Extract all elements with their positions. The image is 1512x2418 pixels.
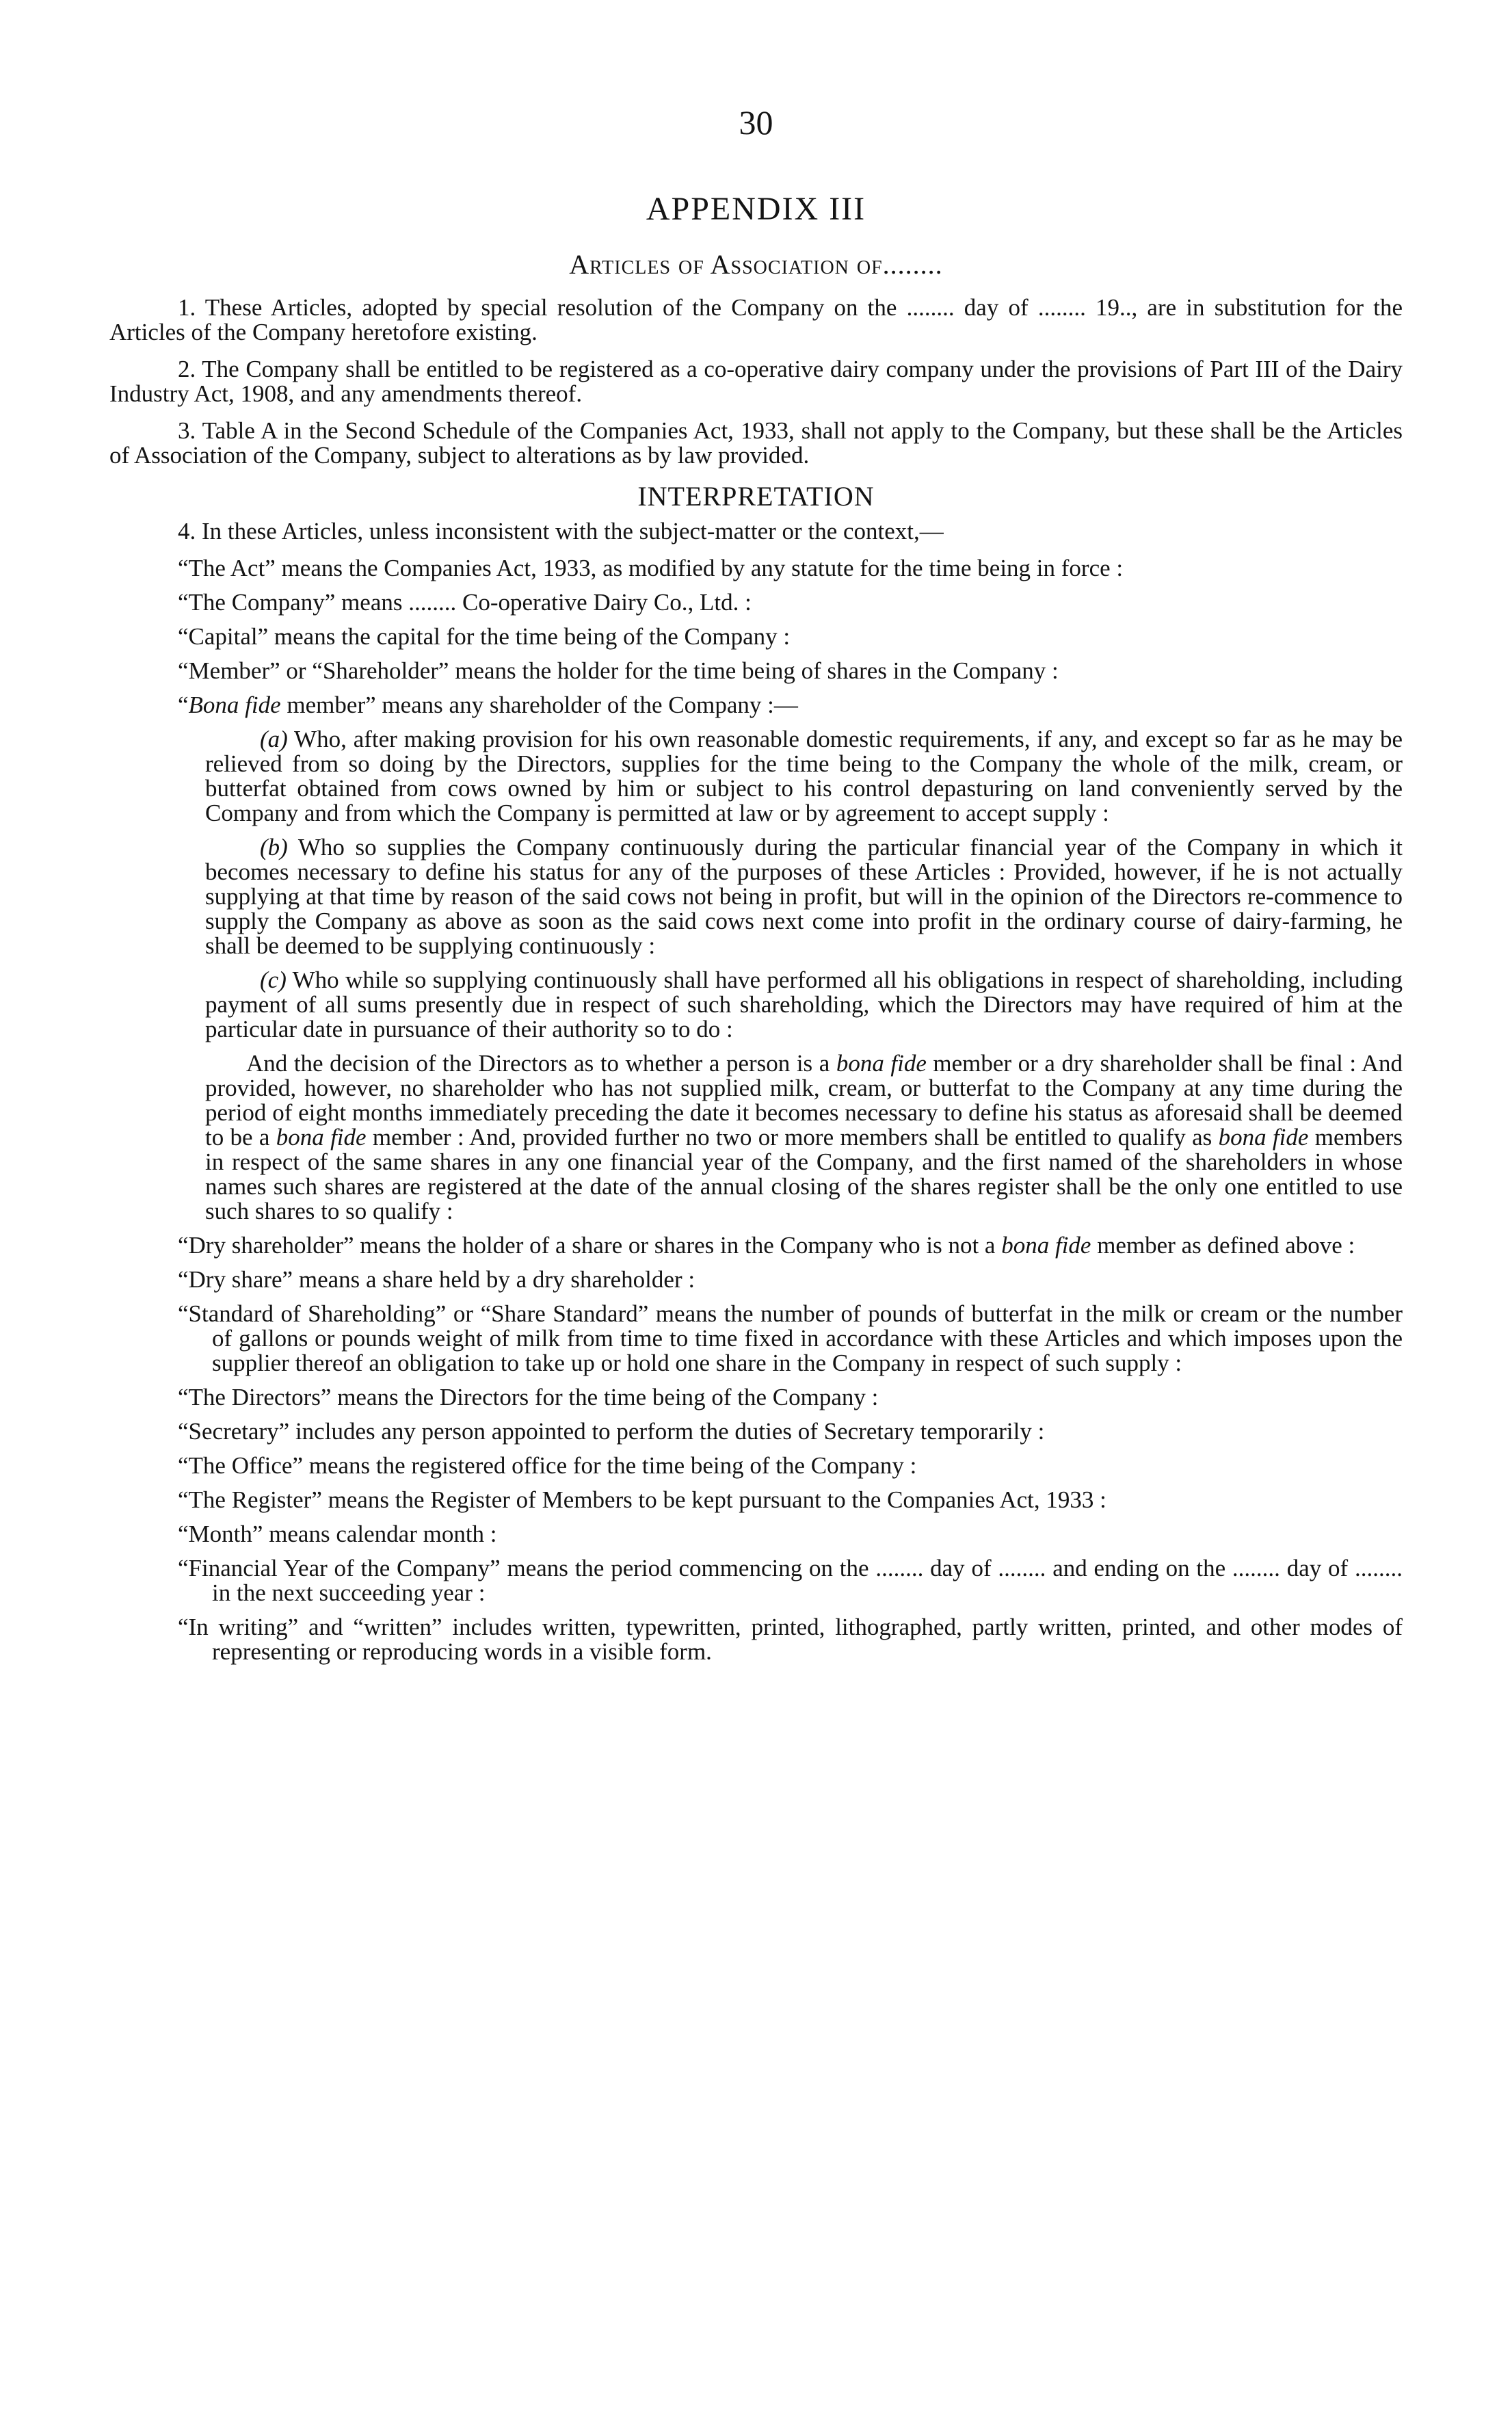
appendix-title: APPENDIX III [646, 191, 866, 227]
definition-month: “Month” means calendar month : [178, 1521, 497, 1547]
definition-dry-shareholder [109, 1233, 1403, 1258]
clause-label: (c) [260, 967, 287, 993]
open-quote: “ [178, 692, 189, 718]
proviso-text: member or a dry shareholder shall be final : And provided, however, no shareholder who has not supplied milk, cream, or butterfat to the Company at any time during the period of eight months immediately preceding the date it becomes necessary to define his status as aforesaid shall be deemed to be a [205, 1050, 1403, 1151]
definition-share-standard: “Standard of Shareholding” or “Share Standard” means the number of pounds of butterfat in the milk or cream or the number of gallons or pounds weight of milk from time to time fixed in accordance with these Articles and which imposes upon the supplier thereof an obligation to take up or hold one share in the Company in respect of such supply : [178, 1300, 1403, 1376]
definition-the-act: “The Act” means the Companies Act, 1933, as modified by any statute for the time being in force : [178, 555, 1124, 581]
bona-fide-rest: member” means any shareholder of the Company :— [280, 692, 798, 718]
page-number: 30 [739, 103, 773, 142]
articles-subtitle: Articles of Association of........ [569, 249, 943, 280]
proviso-text: member : And, provided further no two or more members shall be entitled to qualify as [366, 1124, 1219, 1151]
clause-text: Who, after making provision for his own reasonable domestic requirements, if any, and except so far as he may be relieved from so doing by the Directors, supplies for the time being to the Company the whole of the milk, cream, or butterfat obtained from cows owned by him or subject to his control depasturing on land conveniently served by the Company and from which the Company is permitted at law or by agreement to accept supply : [205, 726, 1403, 826]
article-4-intro: 4. In these Articles, unless inconsistent with the subject-matter or the context,— [178, 518, 944, 544]
definition-register: “The Register” means the Register of Members to be kept pursuant to the Companies Act, 1933 : [178, 1486, 1106, 1513]
definition-bona-fide-member [109, 693, 1403, 718]
definition-member: “Member” or “Shareholder” means the holder for the time being of shares in the Company : [178, 657, 1059, 684]
directors-decision-proviso [205, 1051, 1403, 1224]
article-3: 3. Table A in the Second Schedule of the Companies Act, 1933, shall not apply to the Company, but these shall be the Articles of Association of the Company, subject to alterations as by law provided. [109, 417, 1403, 469]
definition-office: “The Office” means the registered office for the time being of the Company : [178, 1452, 917, 1479]
interpretation-heading: INTERPRETATION [637, 481, 875, 512]
article-2: 2. The Company shall be entitled to be registered as a co-operative dairy company under the provisions of Part III of the Dairy Industry Act, 1908, and any amendments thereof. [109, 356, 1403, 407]
proviso-italic: bona fide [836, 1050, 927, 1077]
definition-the-company: “The Company” means ........ Co-operative Dairy Co., Ltd. : [178, 589, 752, 616]
proviso-italic: bona fide [276, 1124, 367, 1151]
bona-fide-term: Bona fide [188, 692, 281, 718]
bona-fide-clause-a [205, 727, 1403, 826]
article-1: 1. These Articles, adopted by special resolution of the Company on the ........ day of ........ 19.., are in substitution for the Articles of the Company heretofore existing. [109, 294, 1403, 345]
bona-fide-clause-c [205, 968, 1403, 1042]
definition-in-writing: “In writing” and “written” includes written, typewritten, printed, lithographed, partly written, printed, and other modes of representing or reproducing words in a visible form. [178, 1614, 1403, 1665]
definition-secretary: “Secretary” includes any person appointed to perform the duties of Secretary temporarily : [178, 1418, 1045, 1445]
def-text: member as defined above : [1091, 1232, 1355, 1259]
clause-label: (b) [260, 834, 288, 860]
proviso-text: And the decision of the Directors as to whether a person is a [246, 1050, 836, 1077]
definition-financial-year: “Financial Year of the Company” means the period commencing on the ........ day of ........ and ending on the ........ day of ........ in the next succeeding year : [178, 1555, 1403, 1606]
definition-directors: “The Directors” means the Directors for the time being of the Company : [178, 1384, 879, 1410]
definition-capital: “Capital” means the capital for the time being of the Company : [178, 623, 791, 650]
def-text: “Dry shareholder” means the holder of a share or shares in the Company who is not a [178, 1232, 1002, 1259]
clause-text: Who while so supplying continuously shall have performed all his obligations in respect of shareholding, including payment of all sums presently due in respect of such shareholding, which the Directors may have required of him at the particular date in pursuance of their authority so to do : [205, 967, 1403, 1042]
def-italic: bona fide [1001, 1232, 1091, 1259]
proviso-italic: bona fide [1218, 1124, 1309, 1151]
definition-dry-share: “Dry share” means a share held by a dry shareholder : [178, 1266, 695, 1293]
clause-label: (a) [260, 726, 288, 752]
clause-text: Who so supplies the Company continuously during the particular financial year of the Company in which it becomes necessary to define his status for any of the purposes of these Articles : Provided, however, if he is not actually supplying at that time by reason of the said cows not being in profit, but will in the opinion of the Directors re-commence to supply the Company as above as soon as the said cows next come into profit in the ordinary course of dairy-farming, he shall be deemed to be supplying continuously : [205, 834, 1403, 959]
proviso-text: members in respect of the same shares in any one financial year of the Company, and the first named of the shareholders in whose names such shares are registered at the date of the annual closing of the shares register shall be the only one entitled to use such shares to so qualify : [205, 1124, 1403, 1224]
bona-fide-clause-b [205, 835, 1403, 958]
